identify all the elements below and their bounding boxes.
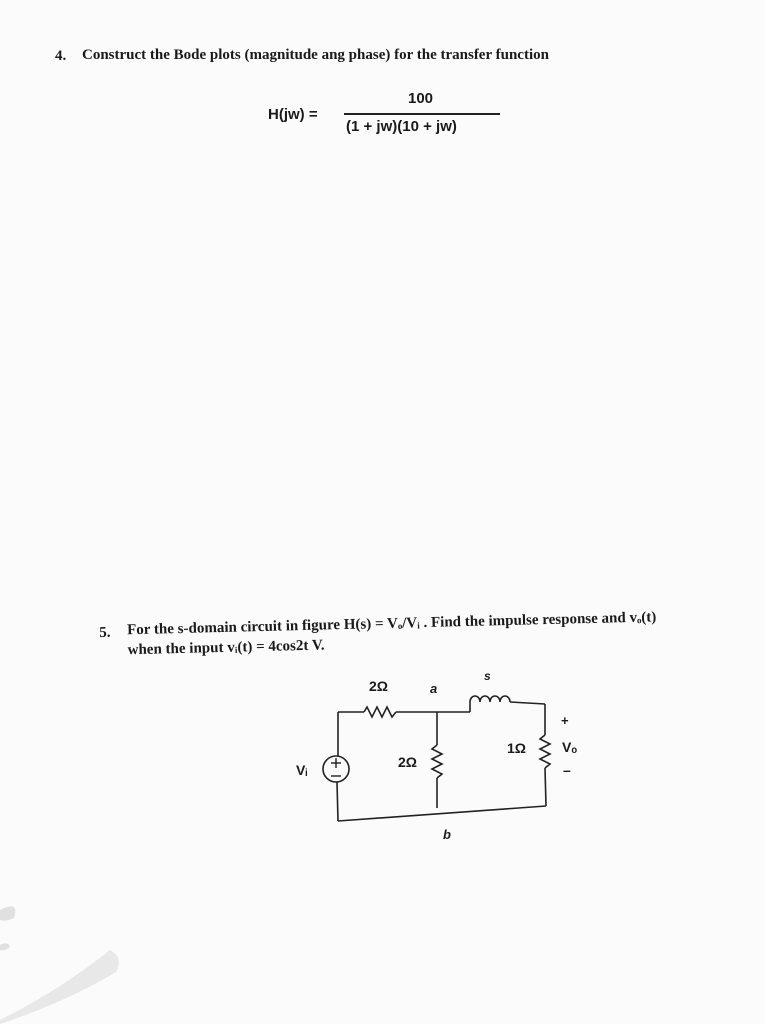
- label-r-load: 1Ω: [507, 740, 527, 756]
- transfer-function-lhs: H(jw) =: [268, 106, 318, 123]
- label-node-a: a: [430, 681, 438, 696]
- resistor-shunt: [432, 745, 442, 778]
- label-output-minus: –: [563, 762, 571, 778]
- label-output-plus: +: [561, 713, 569, 728]
- resistor-load: [540, 735, 550, 768]
- label-r-series: 2Ω: [369, 678, 389, 694]
- label-node-b: b: [443, 827, 451, 842]
- question-5-line-1: For the s-domain circuit in figure H(s) = Vₒ/Vᵢ . Find the impulse response and vₒ(t): [126, 609, 657, 639]
- wire-left-bottom: [337, 782, 338, 821]
- label-r-shunt: 2Ω: [398, 754, 418, 770]
- question-5-number: 5.: [99, 624, 111, 641]
- transfer-function-denominator: (1 + jw)(10 + jw): [346, 118, 457, 135]
- question-4-number: 4.: [55, 48, 67, 64]
- resistor-series: [364, 707, 396, 717]
- label-source: Vᵢ: [296, 762, 308, 778]
- inductor: [470, 696, 510, 702]
- wire-load-bottom: [545, 768, 546, 806]
- label-inductor: s: [484, 669, 491, 683]
- label-output-voltage: Vₒ: [562, 739, 578, 755]
- wire-bottom: [338, 806, 546, 821]
- transfer-function-numerator: 100: [408, 90, 434, 107]
- wire-top-right: [510, 702, 545, 704]
- question-4-text: Construct the Bode plots (magnitude ang phase) for the transfer function: [82, 47, 549, 63]
- question-5-line-2: when the input vᵢ(t) = 4cos2t V.: [127, 637, 325, 659]
